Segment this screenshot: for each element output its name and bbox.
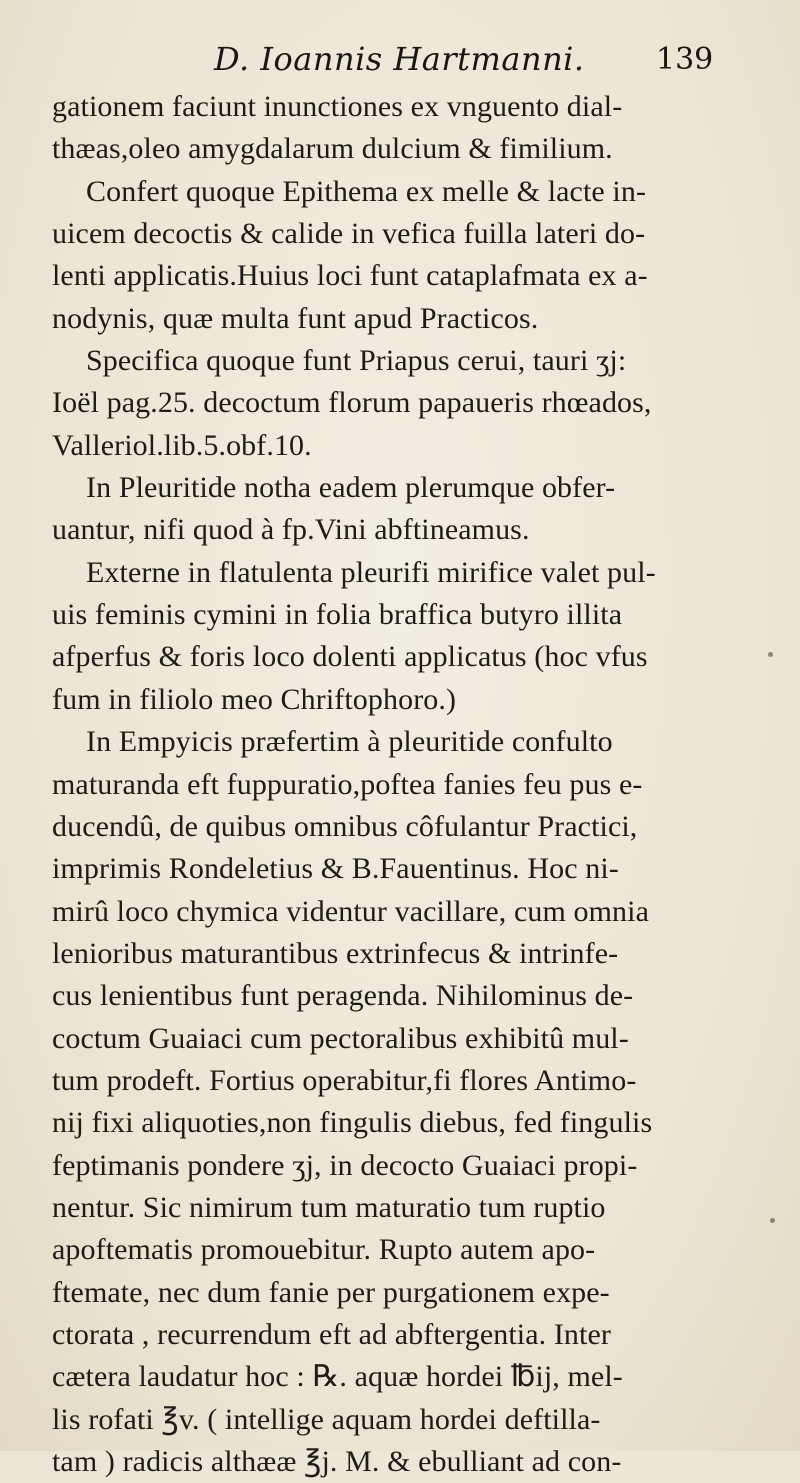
text-line: afperfus & foris loco dolenti applicatus (hoc vfus <box>52 640 648 674</box>
text-line: Specifica quoque funt Priapus cerui, tauri ʒj: <box>86 344 627 378</box>
text-line: uantur, nifi quod à fp.Vini abftineamus. <box>52 513 530 547</box>
text-line: cætera laudatur hoc : ℞. aquæ hordei ℔ij, mel- <box>52 1360 623 1394</box>
text-line: Externe in flatulenta pleurifi mirifice valet pul- <box>86 555 656 589</box>
text-line: Ioël pag.25. decoctum florum papaueris rhœados, <box>52 386 652 420</box>
text-line: Confert quoque Epithema ex melle & lacte in- <box>86 174 647 208</box>
text-line: uicem decoctis & calide in vefica fuilla lateri do- <box>52 217 646 251</box>
text-line: ducendû, de quibus omnibus côfulantur Practici, <box>52 809 638 843</box>
text-body <box>52 86 764 1483</box>
text-line: nij fixi aliquoties,non fingulis diebus, fed fingulis <box>52 1106 653 1140</box>
text-line: imprimis Rondeletius & B.Fauentinus. Hoc ni- <box>52 852 619 886</box>
text-line: mirû loco chymica videntur vacillare, cum omnia <box>52 894 649 928</box>
text-line: uis feminis cymini in folia braffica butyro illita <box>52 598 623 632</box>
text-line: coctum Guaiaci cum pectoralibus exhibitû mul- <box>52 1021 629 1055</box>
text-line: In Empyicis præfertim à pleuritide confulto <box>86 725 613 759</box>
text-line: In Pleuritide notha eadem plerumque obfer- <box>86 471 616 505</box>
text-line: gationem faciunt inunctiones ex vnguento dial- <box>52 90 623 123</box>
text-line: lis rofati ℥v. ( intellige aquam hordei deftilla- <box>52 1402 601 1436</box>
text-line: maturanda eft fuppuratio,poftea fanies feu pus e- <box>52 767 643 801</box>
ink-speck <box>768 652 773 657</box>
text-line: cus lenientibus funt peragenda. Nihilominus de- <box>52 979 634 1013</box>
text-line: lenioribus maturantibus extrinfecus & intrinfe- <box>52 936 619 970</box>
ink-speck <box>770 1218 775 1223</box>
running-title: D. Ioannis Hartmanni. <box>214 40 585 78</box>
page-number: 139 <box>656 42 714 77</box>
text-line: nodynis, quæ multa funt apud Practicos. <box>52 301 539 335</box>
text-line: lenti applicatis.Huius loci funt cataplafmata ex a- <box>52 259 648 293</box>
text-line: thæas,oleo amygdalarum dulcium & fimilium. <box>52 132 613 166</box>
text-line: ctorata , recurrendum eft ad abftergentia. Inter <box>52 1317 611 1351</box>
text-line: nentur. Sic nimirum tum maturatio tum ruptio <box>52 1190 606 1224</box>
text-line: tum prodeft. Fortius operabitur,fi flores Antimo- <box>52 1063 637 1097</box>
text-line: Valleriol.lib.5.obf.10. <box>52 428 312 462</box>
text-line: fum in filiolo meo Chriftophoro.) <box>52 682 457 716</box>
page-bottom-edge <box>60 1448 740 1450</box>
text-line: ftemate, nec dum fanie per purgationem expe- <box>52 1275 610 1309</box>
text-line: tam ) radicis althææ ℥j. M. & ebulliant ad con- <box>52 1445 622 1478</box>
text-line: apoftematis promouebitur. Rupto autem apo- <box>52 1233 596 1267</box>
text-line: feptimanis pondere ʒj, in decocto Guaiaci propi- <box>52 1148 638 1182</box>
running-head <box>0 22 800 78</box>
